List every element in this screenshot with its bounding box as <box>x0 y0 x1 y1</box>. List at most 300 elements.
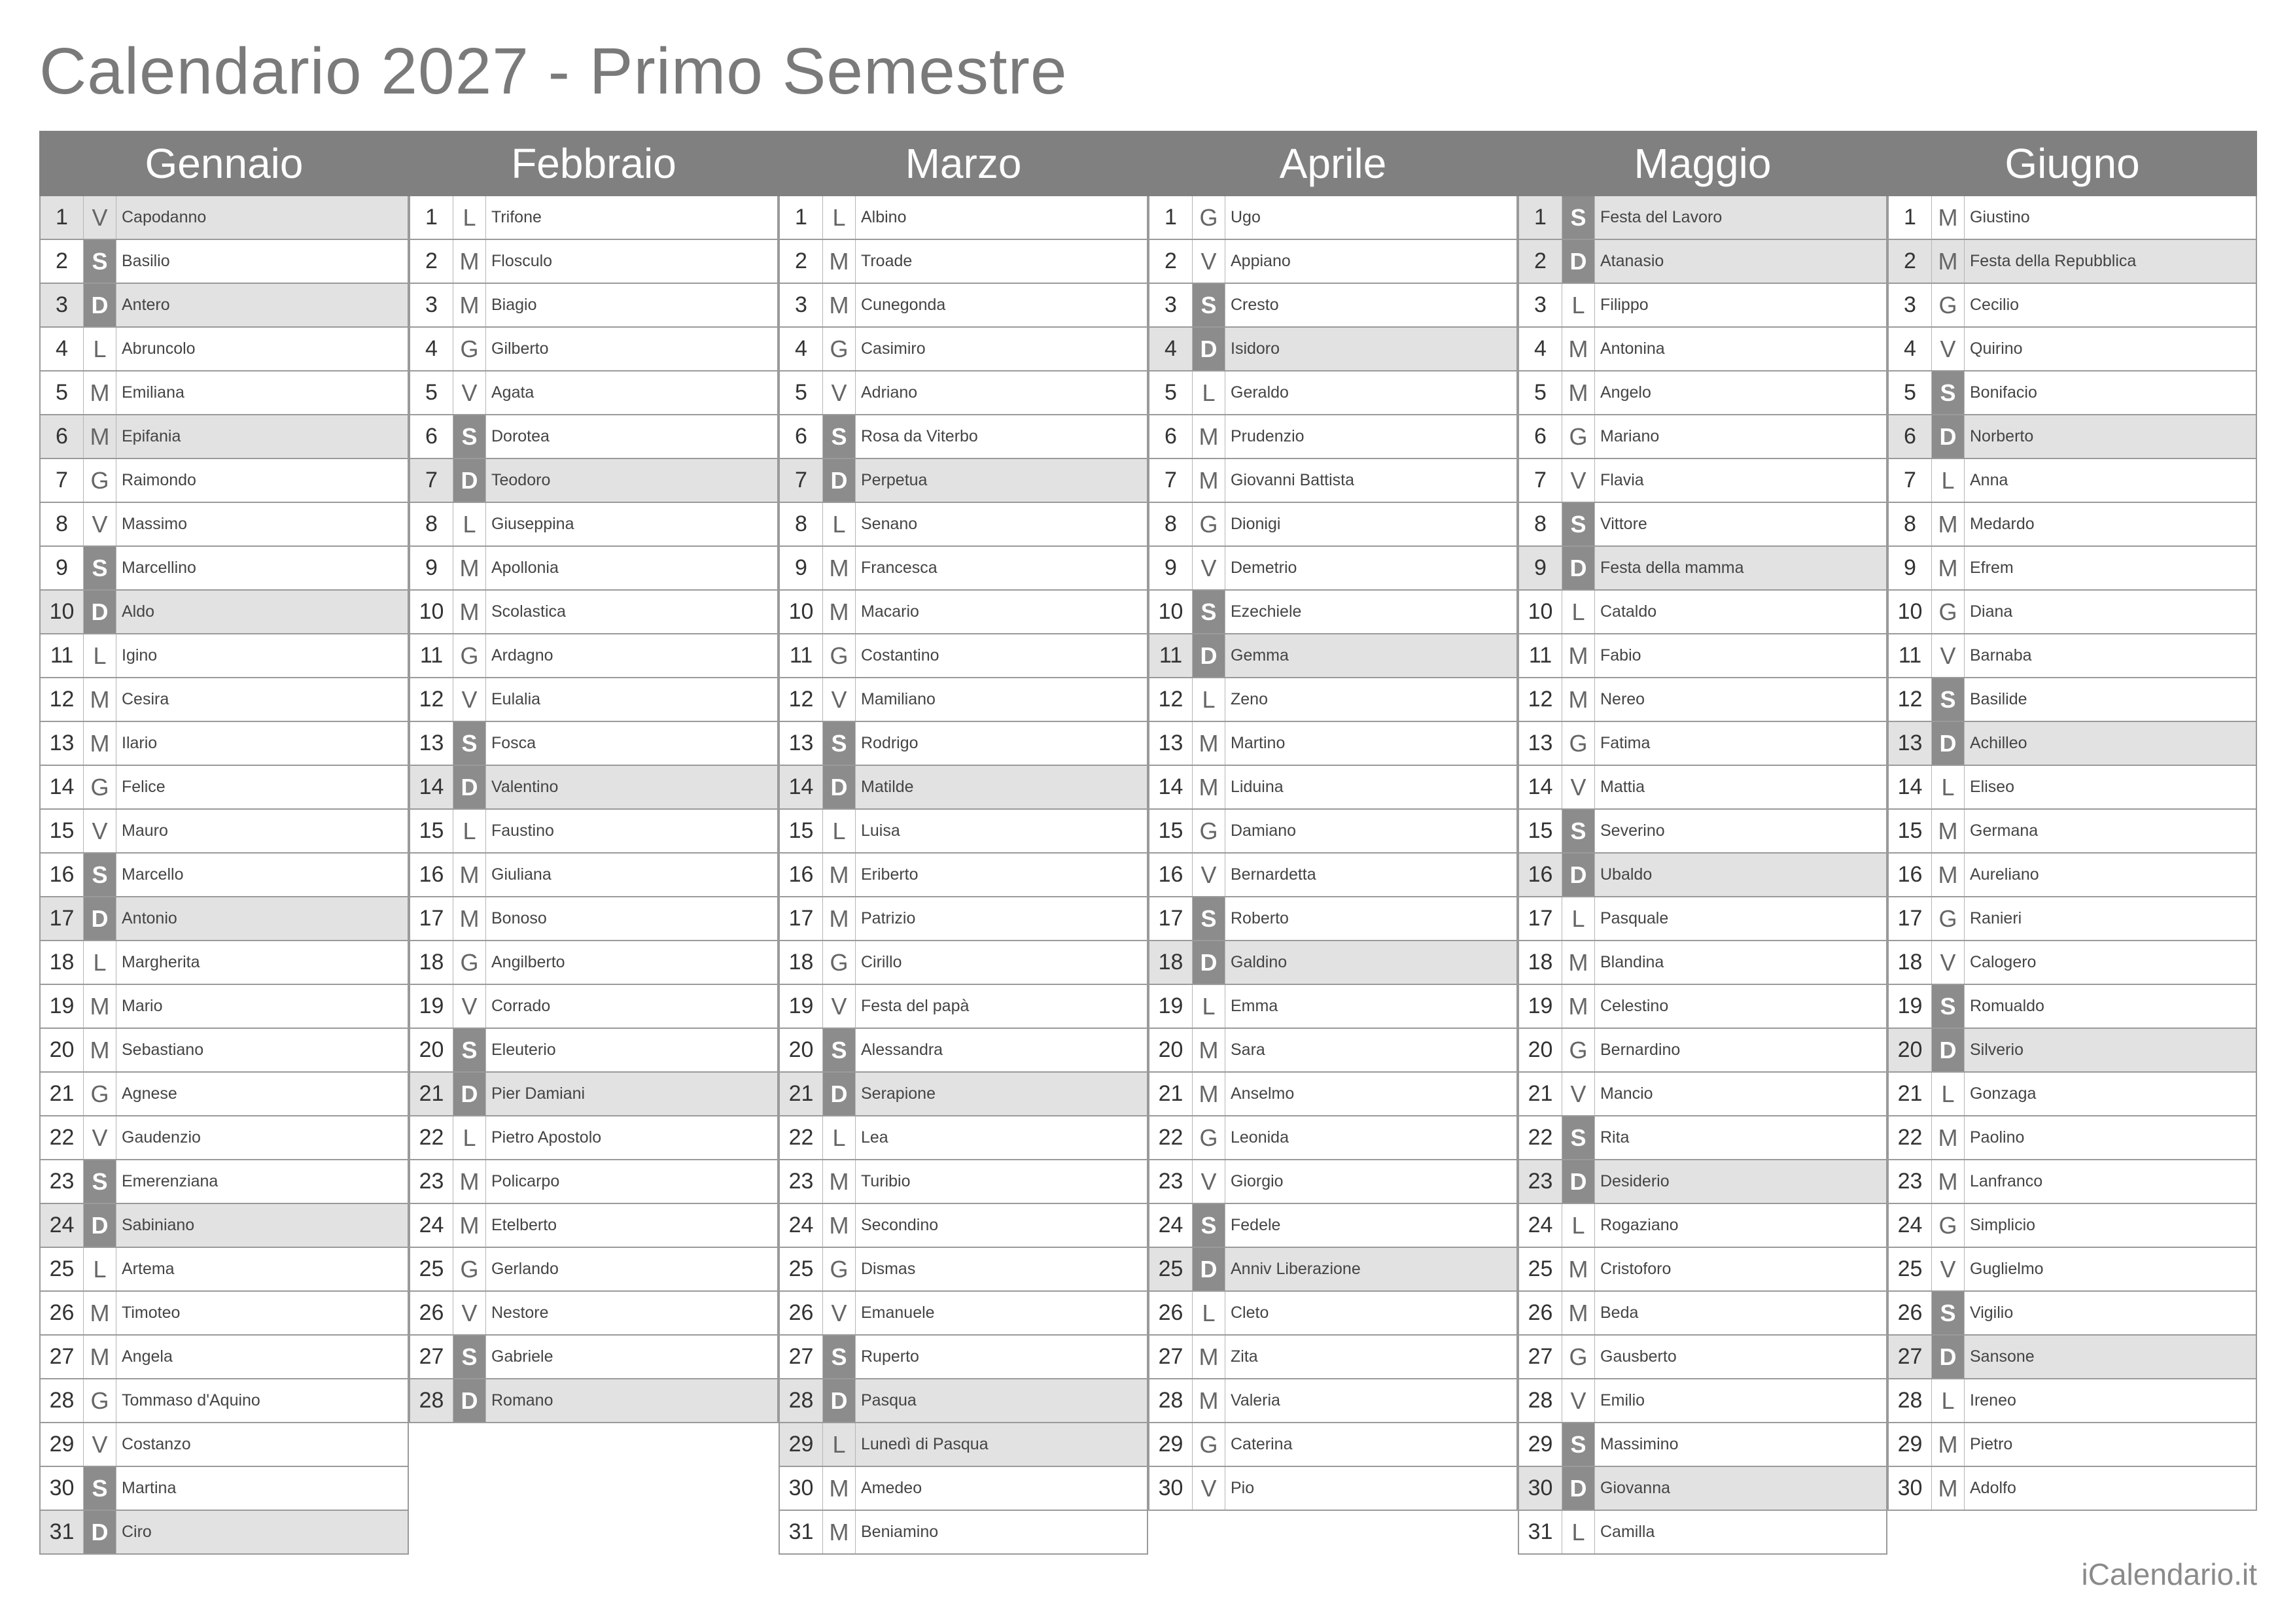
day-row <box>1148 328 1518 371</box>
weekday-letter: V <box>453 985 486 1028</box>
saint-name: Adriano <box>861 383 918 402</box>
saint-name: Serapione <box>861 1084 936 1103</box>
day-row <box>1518 1511 1887 1555</box>
weekday-letter: D <box>84 1511 116 1553</box>
saint-name: Fatima <box>1600 734 1651 752</box>
weekday-letter: L <box>453 1116 486 1159</box>
day-number: 28 <box>41 1379 84 1422</box>
saint-name: Pasqua <box>861 1391 917 1409</box>
day-number: 9 <box>1519 547 1562 589</box>
day-number: 1 <box>780 196 823 239</box>
weekday-letter: S <box>1562 503 1595 545</box>
weekday-letter: D <box>1193 1248 1225 1290</box>
day-row <box>409 459 779 503</box>
weekday-letter: L <box>1562 1204 1595 1247</box>
saint-name: Atanasio <box>1600 252 1664 270</box>
day-row <box>409 1379 779 1423</box>
day-row <box>409 1116 779 1160</box>
saint-name: Gausberto <box>1600 1347 1677 1366</box>
weekday-letter: M <box>1932 196 1965 239</box>
day-row <box>1887 1160 2257 1204</box>
day-row <box>779 240 1148 284</box>
day-number: 2 <box>780 240 823 283</box>
weekday-letter: D <box>453 459 486 502</box>
weekday-letter: G <box>453 634 486 677</box>
weekday-letter: M <box>823 1467 856 1510</box>
day-row <box>1887 1467 2257 1511</box>
day-number: 8 <box>410 503 453 545</box>
saint-name: Emiliana <box>122 383 184 402</box>
day-number: 16 <box>1519 854 1562 896</box>
day-number: 11 <box>41 634 84 677</box>
day-number: 11 <box>1889 634 1932 677</box>
day-row <box>1887 678 2257 722</box>
day-number: 8 <box>1889 503 1932 545</box>
day-row <box>779 1204 1148 1248</box>
day-row <box>779 196 1148 240</box>
weekday-letter: D <box>453 1379 486 1422</box>
weekday-letter: G <box>1193 196 1225 239</box>
weekday-letter: M <box>1193 1029 1225 1071</box>
day-row <box>1518 459 1887 503</box>
day-row <box>779 1423 1148 1467</box>
weekday-letter: V <box>1193 547 1225 589</box>
day-number: 22 <box>1889 1116 1932 1159</box>
day-row <box>779 854 1148 897</box>
weekday-letter: M <box>1562 328 1595 370</box>
day-number: 3 <box>41 284 84 326</box>
day-number: 25 <box>780 1248 823 1290</box>
saint-name: Corrado <box>491 997 551 1015</box>
day-row <box>1518 1248 1887 1292</box>
saint-name: Ardagno <box>491 646 553 665</box>
day-number: 10 <box>780 591 823 633</box>
saint-name: Liduina <box>1231 778 1284 796</box>
saint-name: Eulalia <box>491 690 541 708</box>
day-row <box>1518 678 1887 722</box>
day-row <box>779 459 1148 503</box>
day-number: 20 <box>780 1029 823 1071</box>
saint-name: Emilio <box>1600 1391 1645 1409</box>
day-number: 6 <box>1519 415 1562 458</box>
day-row <box>1887 897 2257 941</box>
day-row <box>409 240 779 284</box>
day-number: 17 <box>1149 897 1193 940</box>
day-number: 17 <box>1519 897 1562 940</box>
weekday-letter: S <box>84 1160 116 1203</box>
day-number: 25 <box>1149 1248 1193 1290</box>
saint-name: Felice <box>122 778 166 796</box>
weekday-letter: M <box>1562 678 1595 721</box>
day-row <box>779 678 1148 722</box>
day-row <box>1887 1379 2257 1423</box>
day-number: 15 <box>1889 810 1932 852</box>
day-row <box>39 284 409 328</box>
weekday-letter: M <box>84 1292 116 1334</box>
weekday-letter: L <box>823 1116 856 1159</box>
day-number: 14 <box>1149 766 1193 808</box>
day-row <box>779 547 1148 591</box>
day-row <box>1148 897 1518 941</box>
day-row <box>409 941 779 985</box>
day-row <box>1148 591 1518 634</box>
saint-name: Gonzaga <box>1970 1084 2037 1103</box>
weekday-letter: L <box>1193 985 1225 1028</box>
saint-name: Beniamino <box>861 1523 939 1541</box>
saint-name: Marcellino <box>122 559 196 577</box>
weekday-letter: G <box>453 941 486 984</box>
saint-name: Dorotea <box>491 427 550 445</box>
day-row <box>409 503 779 547</box>
saint-name: Giuseppina <box>491 515 574 533</box>
day-row <box>409 196 779 240</box>
saint-name: Pietro Apostolo <box>491 1128 602 1147</box>
weekday-letter: G <box>84 459 116 502</box>
day-row <box>1148 1116 1518 1160</box>
saint-name: Giovanni Battista <box>1231 471 1354 489</box>
weekday-letter: S <box>1932 1292 1965 1334</box>
month-header-bar <box>39 131 2257 196</box>
saint-name: Beda <box>1600 1304 1639 1322</box>
saint-name: Amedeo <box>861 1479 922 1497</box>
weekday-letter: G <box>1193 810 1225 852</box>
weekday-letter: L <box>84 328 116 370</box>
day-row <box>779 722 1148 766</box>
saint-name: Anniv Liberazione <box>1231 1260 1361 1278</box>
weekday-letter: M <box>1932 1116 1965 1159</box>
weekday-letter: V <box>823 985 856 1028</box>
weekday-letter: L <box>84 1248 116 1290</box>
day-row <box>1887 196 2257 240</box>
day-row <box>779 371 1148 415</box>
saint-name: Flavia <box>1600 471 1644 489</box>
saint-name: Camilla <box>1600 1523 1655 1541</box>
day-row <box>1887 1116 2257 1160</box>
day-row <box>39 1248 409 1292</box>
day-row <box>409 634 779 678</box>
day-number: 10 <box>410 591 453 633</box>
saint-name: Emerenziana <box>122 1172 219 1190</box>
day-row <box>39 240 409 284</box>
day-row <box>1518 1073 1887 1116</box>
day-number: 16 <box>41 854 84 896</box>
day-number: 16 <box>1889 854 1932 896</box>
weekday-letter: M <box>1193 1379 1225 1422</box>
day-row <box>1148 547 1518 591</box>
saint-name: Angela <box>122 1347 173 1366</box>
saint-name: Timoteo <box>122 1304 181 1322</box>
day-number: 27 <box>1149 1336 1193 1378</box>
saint-name: Silverio <box>1970 1041 2023 1059</box>
day-row <box>39 766 409 810</box>
saint-name: Eleuterio <box>491 1041 556 1059</box>
saint-name: Agnese <box>122 1084 177 1103</box>
day-row <box>1148 196 1518 240</box>
day-row <box>1518 722 1887 766</box>
saint-name: Alessandra <box>861 1041 943 1059</box>
day-number: 26 <box>1149 1292 1193 1334</box>
day-number: 19 <box>41 985 84 1028</box>
day-row <box>39 328 409 371</box>
day-number: 4 <box>41 328 84 370</box>
weekday-letter: M <box>823 1160 856 1203</box>
saint-name: Nestore <box>491 1304 549 1322</box>
weekday-letter: G <box>1932 284 1965 326</box>
day-number: 28 <box>1889 1379 1932 1422</box>
day-number: 1 <box>1519 196 1562 239</box>
saint-name: Filippo <box>1600 296 1649 314</box>
saint-name: Capodanno <box>122 208 207 226</box>
day-number: 27 <box>41 1336 84 1378</box>
weekday-letter: M <box>1562 941 1595 984</box>
saint-name: Festa della mamma <box>1600 559 1744 577</box>
saint-name: Ruperto <box>861 1347 919 1366</box>
day-number: 17 <box>1889 897 1932 940</box>
day-row <box>779 328 1148 371</box>
day-row <box>779 284 1148 328</box>
day-number: 2 <box>410 240 453 283</box>
saint-name: Achilleo <box>1970 734 2027 752</box>
day-number: 18 <box>41 941 84 984</box>
weekday-letter: V <box>1932 1248 1965 1290</box>
day-row <box>409 1204 779 1248</box>
day-row <box>1887 634 2257 678</box>
day-number: 28 <box>1519 1379 1562 1422</box>
day-row <box>779 1292 1148 1336</box>
saint-name: Bonoso <box>491 909 547 927</box>
day-row <box>39 854 409 897</box>
saint-name: Roberto <box>1231 909 1289 927</box>
day-number: 5 <box>1519 371 1562 414</box>
day-row <box>1887 591 2257 634</box>
month-column-marzo <box>779 196 1148 1555</box>
month-column-gennaio <box>39 196 409 1555</box>
day-row <box>409 1029 779 1073</box>
weekday-letter: V <box>453 678 486 721</box>
day-number: 5 <box>780 371 823 414</box>
weekday-letter: V <box>84 1423 116 1466</box>
day-number: 1 <box>1149 196 1193 239</box>
day-number: 9 <box>410 547 453 589</box>
day-number: 3 <box>780 284 823 326</box>
weekday-letter: G <box>1193 1116 1225 1159</box>
weekday-letter: D <box>1193 941 1225 984</box>
day-number: 17 <box>410 897 453 940</box>
day-row <box>1518 371 1887 415</box>
saint-name: Desiderio <box>1600 1172 1670 1190</box>
saint-name: Marcello <box>122 865 184 884</box>
day-number: 21 <box>780 1073 823 1115</box>
saint-name: Cesira <box>122 690 169 708</box>
day-row <box>779 1336 1148 1379</box>
day-number: 21 <box>41 1073 84 1115</box>
weekday-letter: D <box>84 897 116 940</box>
day-number: 24 <box>1149 1204 1193 1247</box>
day-row <box>1518 1160 1887 1204</box>
saint-name: Giustino <box>1970 208 2030 226</box>
day-row <box>39 1379 409 1423</box>
weekday-letter: S <box>1193 591 1225 633</box>
weekday-letter: S <box>1932 371 1965 414</box>
saint-name: Mario <box>122 997 163 1015</box>
saint-name: Apollonia <box>491 559 559 577</box>
day-number: 30 <box>1149 1467 1193 1510</box>
saint-name: Margherita <box>122 953 200 971</box>
day-row <box>1148 810 1518 854</box>
day-number: 20 <box>1889 1029 1932 1071</box>
day-row <box>1148 1423 1518 1467</box>
saint-name: Festa del Lavoro <box>1600 208 1723 226</box>
weekday-letter: V <box>1193 240 1225 283</box>
saint-name: Agata <box>491 383 534 402</box>
weekday-letter: V <box>823 1292 856 1334</box>
weekday-letter: D <box>1932 722 1965 765</box>
weekday-letter: L <box>453 810 486 852</box>
day-number: 15 <box>410 810 453 852</box>
weekday-letter: M <box>84 1029 116 1071</box>
day-row <box>39 985 409 1029</box>
weekday-letter: M <box>823 854 856 896</box>
day-number: 29 <box>1889 1423 1932 1466</box>
day-row <box>409 985 779 1029</box>
month-column-aprile <box>1148 196 1518 1555</box>
saint-name: Sebastiano <box>122 1041 204 1059</box>
day-row <box>39 371 409 415</box>
day-row <box>1518 503 1887 547</box>
day-row <box>779 1467 1148 1511</box>
day-row <box>409 766 779 810</box>
day-number: 6 <box>1149 415 1193 458</box>
day-number: 30 <box>780 1467 823 1510</box>
day-row <box>1887 1336 2257 1379</box>
weekday-letter: D <box>1562 1160 1595 1203</box>
day-row <box>409 547 779 591</box>
day-row <box>1518 547 1887 591</box>
saint-name: Basilide <box>1970 690 2027 708</box>
saint-name: Teodoro <box>491 471 551 489</box>
weekday-letter: S <box>84 240 116 283</box>
day-row <box>39 897 409 941</box>
saint-name: Etelberto <box>491 1216 557 1234</box>
weekday-letter: M <box>1932 810 1965 852</box>
weekday-letter: L <box>823 810 856 852</box>
day-number: 4 <box>1519 328 1562 370</box>
weekday-letter: V <box>84 1116 116 1159</box>
day-number: 28 <box>410 1379 453 1422</box>
day-row <box>1887 1248 2257 1292</box>
day-row <box>1518 591 1887 634</box>
day-number: 12 <box>410 678 453 721</box>
saint-name: Pietro <box>1970 1435 2013 1453</box>
saint-name: Gabriele <box>491 1347 553 1366</box>
weekday-letter: G <box>84 1073 116 1115</box>
weekday-letter: V <box>1562 459 1595 502</box>
saint-name: Epifania <box>122 427 181 445</box>
day-row <box>1887 854 2257 897</box>
month-columns <box>39 196 2257 1555</box>
saint-name: Francesca <box>861 559 937 577</box>
day-number: 24 <box>780 1204 823 1247</box>
day-number: 6 <box>780 415 823 458</box>
day-row <box>1887 1204 2257 1248</box>
weekday-letter: M <box>1932 1423 1965 1466</box>
weekday-letter: M <box>453 284 486 326</box>
weekday-letter: V <box>1932 941 1965 984</box>
saint-name: Luisa <box>861 821 900 840</box>
weekday-letter: M <box>1932 854 1965 896</box>
weekday-letter: V <box>84 810 116 852</box>
weekday-letter: M <box>84 415 116 458</box>
day-row <box>1518 941 1887 985</box>
weekday-letter: S <box>453 1336 486 1378</box>
day-number: 21 <box>1149 1073 1193 1115</box>
day-number: 3 <box>1889 284 1932 326</box>
day-number: 30 <box>1519 1467 1562 1510</box>
saint-name: Massimo <box>122 515 188 533</box>
saint-name: Rita <box>1600 1128 1630 1147</box>
day-number: 26 <box>780 1292 823 1334</box>
day-row <box>39 415 409 459</box>
day-row <box>1148 1379 1518 1423</box>
saint-name: Mancio <box>1600 1084 1653 1103</box>
day-number: 14 <box>41 766 84 808</box>
day-row <box>1887 1073 2257 1116</box>
day-row <box>39 1511 409 1555</box>
weekday-letter: D <box>1193 328 1225 370</box>
day-number: 21 <box>1889 1073 1932 1115</box>
day-row <box>1148 240 1518 284</box>
day-row <box>1518 284 1887 328</box>
day-number: 11 <box>410 634 453 677</box>
day-row <box>1518 1116 1887 1160</box>
day-row <box>1518 1029 1887 1073</box>
day-number: 24 <box>410 1204 453 1247</box>
saint-name: Appiano <box>1231 252 1291 270</box>
day-row <box>39 810 409 854</box>
weekday-letter: S <box>1562 1116 1595 1159</box>
day-number: 15 <box>1519 810 1562 852</box>
day-number: 10 <box>1519 591 1562 633</box>
weekday-letter: L <box>823 503 856 545</box>
saint-name: Giorgio <box>1231 1172 1284 1190</box>
saint-name: Gaudenzio <box>122 1128 201 1147</box>
weekday-letter: S <box>453 1029 486 1071</box>
day-number: 5 <box>1149 371 1193 414</box>
saint-name: Barnaba <box>1970 646 2032 665</box>
day-row <box>1518 1336 1887 1379</box>
weekday-letter: M <box>84 371 116 414</box>
day-row <box>1148 678 1518 722</box>
weekday-letter: G <box>823 941 856 984</box>
day-number: 18 <box>780 941 823 984</box>
day-row <box>409 284 779 328</box>
day-row <box>1148 1248 1518 1292</box>
day-number: 14 <box>410 766 453 808</box>
day-number: 27 <box>1889 1336 1932 1378</box>
day-row <box>39 941 409 985</box>
saint-name: Faustino <box>491 821 554 840</box>
saint-name: Fosca <box>491 734 536 752</box>
saint-name: Efrem <box>1970 559 2014 577</box>
weekday-letter: M <box>1193 1336 1225 1378</box>
day-number: 8 <box>1149 503 1193 545</box>
saint-name: Cecilio <box>1970 296 2020 314</box>
weekday-letter: D <box>823 766 856 808</box>
day-row <box>1518 1467 1887 1511</box>
day-row <box>1148 1073 1518 1116</box>
saint-name: Festa del papà <box>861 997 970 1015</box>
weekday-letter: M <box>823 897 856 940</box>
